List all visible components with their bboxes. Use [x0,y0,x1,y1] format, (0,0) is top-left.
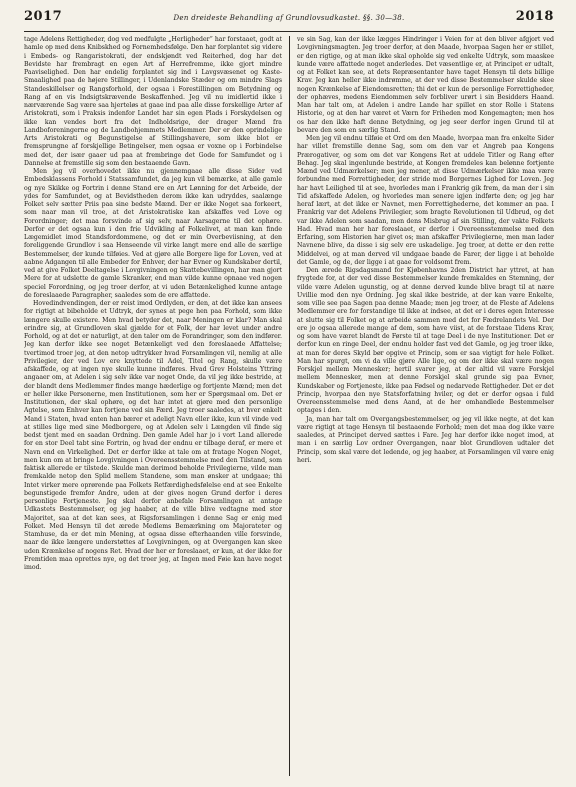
paragraph: tage Adelens Rettigheder, dog ved medfulgte „Herligheder“ har forstaaet, godt at hamle op med dens Knibskhed og Fornemhedsfølge. Den har forplantet sig videre i Embeds- og Rangaristokrati, der endskjøndt ved Reiterhed, dog har det Bevidste har frembragt en egen Art af Herrefremme, ikke gjort mindre Paaviselighed. Den har endelig forplantet sig ind i Lavgsvæsenet og Kaste-Smaalighed paa de højere Stillinger, i Udenlandske Stæder og om mindre Slags Standeskillelser og Rangsforhold, der ogsaa i Forestillingen om Betydning og Rang af en vis Indsigtskrævende Beskaffenhed. Jeg vil nu imidlertid ikke i nærværende Sag være saa hjerteløs at gaae ind paa alle disse forskellige Arter af Aristokrati, som i Praksis indenfor Landet har sin egen Plads i Forskydelsen og ikke kan vendes bort fra det Indholdsrige, der drager Mænd fra Landboforeningerne og de Landbohjemmets Medlemmer. Der er den oprindelige Arts Aristokrati og Begunstigelse af Stillingshavere, som ikke blot er fremsprungne af forskjellige Betingelser, men ogsaa er voxne op i Forbindelse med det, der især gaaer ud paa at frembringe det Gode for Samfundet og i Dannelse at fremstille sig som den bestaaende Gavn. [24,36,282,167]
left-column [24,36,289,776]
text-columns [24,36,554,776]
paragraph: Den ærede Rigsdagsmand for Kjøbenhavns 2den District har yttret, at han frygtede for, at der ved disse Bestemmelser kunde fremkaldes en Stemning, der vilde være Adelen ugunstig, og at denne derved kunde blive bragt til at nære Uvillie mod den nye Ordning. Jeg skal ikke bestride, at der kan være Enkelte, som ville see paa Sagen paa denne Maade; men jeg troer, at de Fleste af Adelens Medlemmer ere for forstandige til ikke at indsee, at det er i deres egen Interesse at slutte sig til Folket og at arbeide sammen med det for Fædrelandets Vel. Der ere jo ogsaa allerede mange af dem, som have viist, at de forstaae Tidens Krav, og som have været blandt de Første til at tage Deel i de nye Institutioner. Det er derfor kun en ringe Deel, der endnu holder fast ved det Gamle, og jeg troer ikke, at man for deres Skyld bør opgive et Princip, som er saa vigtigt for hele Folket. Man har spurgt, om vi da ville gjøre Alle lige, og om der ikke skal være nogen Forskjel mellem Mennesker; hertil svarer jeg, at der altid vil være Forskjel mellem Mennesker, men at denne Forskjel skal grunde sig paa Evner, Kundskaber og Fortjeneste, ikke paa Fødsel og nedarvede Rettigheder. Det er det Princip, hvorpaa den nye Statsforfatning hviler, og det er derfor ogsaa i fuld Overeensstemmelse med dens Aand, at de her omhandlede Bestemmelser optages i den. [297,267,554,415]
paragraph: Hovedindvendingen, der er reist imod Ordlyden, er den, at det ikke kan ansees for rigtigt at bibeholde et Udtryk, der synes at pege hen paa Forhold, som ikke længere skulle existere. Men hvad betyder det, naar Meningen er klar? Man skal erindre sig, at Grundloven skal gjælde for et Folk, der har levet under andre Forhold, og at det er naturligt, at den taler om de Forandringer, som den indfører. Jeg kan derfor ikke see noget Betænkeligt ved den foreslaaede Affattelse; tvertimod troer jeg, at den netop udtrykker hvad Forsamlingen vil, nemlig at alle Privilegier, der ved Lov ere knyttede til Adel, Titel og Rang, skulle være afskaffede, og at ingen nye skulle kunne indføres. Hvad Grev Holsteins Yttring angaaer om, at Adelen i sig selv ikke var noget Onde, da vil jeg ikke bestride, at der blandt dens Medlemmer findes mange hæderlige og fortjente Mænd; men det er heller ikke Personerne, men Institutionen, som her er Spørgsmaal om. Det er Institutionen, der skal ophøre, og det har intet at gjøre med den personlige Agtelse, som Enhver kan fortjene ved sin Færd. Jeg troer saaledes, at hver enkelt Mand i Staten, hvad enten han bærer et adeligt Navn eller ikke, kun vil vinde ved at stilles lige med sine Medborgere, og at Adelen selv i Længden vil finde sig bedst tjent med en saadan Ordning. Den gamle Adel har jo i vort Land allerede for en stor Deel tabt sine Fortrin, og hvad der endnu er tilbage deraf, er mere et Navn end en Virkelighed. Det er derfor ikke at tale om at fratage Nogen Noget, men kun om at bringe Lovgivningen i Overeensstemmelse med den Tilstand, som faktisk allerede er tilstede. Skulde man derimod beholde Privilegierne, vilde man fremkalde netop den Splid mellem Standene, som man ønsker at undgaae; thi Intet virker mere oprørende paa Folkets Retfærdighedsfølelse end at see Enkelte begunstigede fremfor Andre, uden at der gives nogen Grund derfor i deres personlige Fortjeneste. Jeg skal derfor anbefale Forsamlingen at antage Udkastets Bestemmelser, og jeg haaber, at de ville blive vedtagne med stor Majoritet, saa at det kan sees, at Rigsforsamlingen i denne Sag er enig med Folket. Med Hensyn til det ærede Medlems Bemærkning om Majorateter og Stamhuse, da er det min Mening, at ogsaa disse efterhaanden ville forsvinde, naar de ikke længere understøttes af Lovgivningen, og at Overgangen kan skee uden Krænkelse af nogens Ret. Hvad der her er foreslaaet, er kun, at der ikke for Fremtiden maa oprettes nye, og det troer jeg, at Ingen med Føie kan have noget imod. [24,300,282,571]
page-number-right: 2018 [515,9,554,24]
paragraph: Ja, man har talt om Overgangsbestemmelser, og jeg vil ikke negte, at det kan være rigtigt at tage Hensyn til bestaaende Forhold; men det maa dog ikke være saaledes, at Principet derved sættes i Fare. Jeg har derfor ikke noget imod, at man i en særlig Lov ordner Overgangen, naar blot Grundloven udtaler det Princip, som skal være det ledende, og jeg haaber, at Forsamlingen vil være enig heri. [297,415,554,464]
paragraph: Men jeg vil overhovedet ikke nu gjennemgaae alle disse Sider ved Embedsklassens Forhold i Statssamfundet, da jeg kun vil bemærke, at alle gamle og nye Skikke og Fortrin i denne Stand ere en Art Lønning for det Arbeide, der ydes for Samfundet, og at Bevidstheden derom ikke kan udryddes, saalænge Folket selv sætter Priis paa sine bedste Mænd. Der er ikke Noget saa forkeert, som naar man vil troe, at det Aristokratiske kan afskaffes ved Love og Forordninger; det maa forsvinde af sig selv, naar Aarsagerne til det ophøre. Derfor er det ogsaa kun i den frie Udvikling af Folkelivet, at man kan finde Lægemidlet imod Standsfordommene, og det er min Overbeviisning, at den foreliggende Grundlov i saa Henseende vil virke langt mere end alle de særlige Bestemmelser, der kunde tilføies. Ved at gjøre alle Borgere lige for Loven, ved at aabne Adgangen til alle Embeder for Enhver, der har Evner og Kundskaber dertil, ved at give Folket Deeltagelse i Lovgivningen og Skattebevillingen, har man gjort Mere for at udslette de gamle Skranker, end man vilde kunne opnaae ved nogen speciel Forordning, og jeg troer derfor, at vi uden Betænkelighed kunne antage de foreslaaede Paragrapher, saaledes som de ere affattede. [24,168,282,299]
running-title: Den dreideste Behandling af Grundlovsudkastet. §§. 30—38. [173,14,405,22]
right-column [289,36,554,776]
paragraph: ve sin Sag, kan der ikke lægges Hindringer i Veien for at den bliver afgjort ved Lovgivningsmagten. Jeg troer derfor, at den Maade, hvorpaa Sagen her er stillet, er den rigtige, og at man ikke skal opholde sig ved enkelte Udtryk, som maaskee kunde være affattede noget anderledes. Det væsentlige er, at Principet er udtalt, og at Folket kan see, at dets Repræsentanter have taget Hensyn til dets billige Krav. Jeg kan heller ikke indrømme, at der ved disse Bestemmelser skulde skee nogen Krænkelse af Eiendomsretten; thi det er kun de personlige Forrettigheder, der ophæves, medens Eiendommen selv forbliver urørt i sin Besidders Haand. Man har talt om, at Adelen i andre Lande har spillet en stor Rolle i Statens Historie, og at den har været et Værn for Friheden mod Kongemagten; men hos os har den ikke haft denne Betydning, og jeg seer derfor ingen Grund til at bevare den som en særlig Stand. [297,36,554,134]
page-number-left: 2017 [24,9,63,24]
page-header [24,9,554,32]
paragraph: Men jeg vil endnu tilføie et Ord om den Maade, hvorpaa man fra enkelte Sider har villet fremstille denne Sag, som om den var et Angreb paa Kongens Prærogativer, og som om det var Kongens Ret at uddele Titler og Rang efter Behag. Jeg skal ingenlunde bestride, at Kongen fremdeles kan belønne fortjente Mænd ved Udmærkelser; men jeg mener, at disse Udmærkelser ikke maa være forbundne med Forrettigheder, der stride mod Borgernes Lighed for Loven. Jeg har havt Leilighed til at see, hvorledes man i Frankrig gik frem, da man der i sin Tid afskaffede Adelen, og hvorledes man senere igjen indførte den; og jeg har heraf lært, at det ikke er Navnet, men Forrettighederne, det kommer an paa. I Frankrig var det Adelens Privilegier, som bragte Revolutionen til Udbrud, og det var ikke Adelen som saadan, men dens Misbrug af sin Stilling, der vakte Folkets Had. Hvad man her har foreslaaet, er derfor i Overeensstemmelse med den Erfaring, som Historien har givet os; man afskaffer Privilegierne, men man lader Navnene blive, da disse i sig selv ere uskadelige. Jeg troer, at dette er den rette Middelvei, og at man derved vil undgaae baade de Farer, der ligge i at beholde det Gamle, og de, der ligge i at gaae for voldsomt frem. [297,135,554,266]
